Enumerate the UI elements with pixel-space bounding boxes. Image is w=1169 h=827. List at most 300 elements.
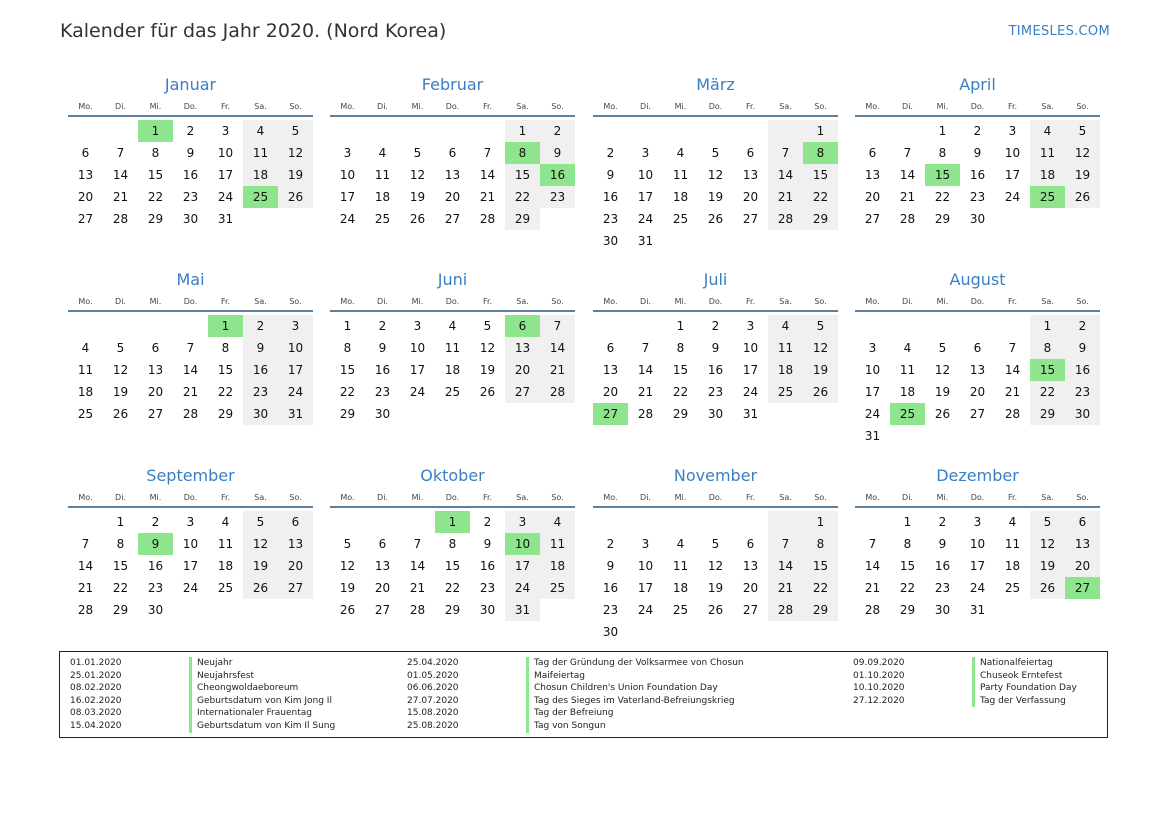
weekday-label: Mi. <box>936 102 949 111</box>
holiday-date: 08.02.2020 <box>70 683 122 694</box>
weekday-label: Mo. <box>603 493 618 502</box>
weekday-label: Mi. <box>149 493 162 502</box>
day-cell: 20 <box>864 190 881 204</box>
day-cell: 8 <box>1030 337 1065 359</box>
day-cell: 5 <box>938 341 947 355</box>
day-cell: 17 <box>505 555 540 577</box>
empty-cell <box>103 120 138 142</box>
empty-cell <box>855 511 890 533</box>
day-cell: 19 <box>278 164 313 186</box>
holiday-name: Geburtsdatum von Kim Jong Il <box>189 695 332 708</box>
weekday-label: Mo. <box>340 102 355 111</box>
day-cell: 19 <box>479 363 496 377</box>
day-cell: 30 <box>969 212 986 226</box>
day-cell: 6 <box>81 146 90 160</box>
day-cell: 28 <box>637 407 654 421</box>
day-cell: 30 <box>934 603 951 617</box>
month-divider <box>330 115 575 117</box>
day-cell: 23 <box>479 581 496 595</box>
day-cell: 11 <box>374 168 391 182</box>
day-cell: 17 <box>969 559 986 573</box>
day-cell: 11 <box>217 537 234 551</box>
day-cell: 14 <box>1004 363 1021 377</box>
legend-row <box>853 657 1077 670</box>
day-cell: 2 <box>1065 315 1100 337</box>
weekday-label: Do. <box>445 493 460 502</box>
weekday-label: Do. <box>445 297 460 306</box>
day-cell: 16 <box>374 363 391 377</box>
legend-column <box>70 657 335 733</box>
day-cell: 21 <box>1004 385 1021 399</box>
day-cell: 5 <box>1065 120 1100 142</box>
day-cell: 5 <box>116 341 125 355</box>
weekday-label: Mo. <box>340 493 355 502</box>
legend-row <box>70 720 335 733</box>
day-cell: 27 <box>278 577 313 599</box>
day-cell: 19 <box>707 581 724 595</box>
day-cell: 17 <box>339 190 356 204</box>
day-cell: 6 <box>1065 511 1100 533</box>
day-cell: 19 <box>243 555 278 577</box>
legend-column <box>853 657 1077 707</box>
month-name: August <box>949 270 1006 289</box>
empty-cell <box>890 120 925 142</box>
legend-row <box>407 720 744 733</box>
day-cell: 23 <box>934 581 951 595</box>
day-cell: 30 <box>602 234 619 248</box>
month-divider <box>330 310 575 312</box>
day-cell: 4 <box>676 537 685 551</box>
day-grid <box>330 120 575 230</box>
day-cell: 4 <box>448 319 457 333</box>
day-cell: 11 <box>243 142 278 164</box>
day-cell: 19 <box>112 385 129 399</box>
site-link[interactable]: TIMESLES.COM <box>1008 24 1110 39</box>
day-cell: 27 <box>593 403 628 425</box>
day-cell: 27 <box>77 212 94 226</box>
weekday-label: Fr. <box>220 297 231 306</box>
day-cell: 21 <box>637 385 654 399</box>
day-cell: 24 <box>969 581 986 595</box>
day-cell: 9 <box>606 559 615 573</box>
day-cell: 7 <box>116 146 125 160</box>
day-cell: 27 <box>1065 577 1100 599</box>
day-cell: 14 <box>768 555 803 577</box>
day-cell: 5 <box>483 319 492 333</box>
day-cell: 12 <box>707 559 724 573</box>
empty-cell <box>68 120 103 142</box>
weekday-header <box>68 100 313 114</box>
day-cell: 18 <box>1030 164 1065 186</box>
day-cell: 20 <box>278 555 313 577</box>
day-cell: 8 <box>151 146 160 160</box>
day-cell: 8 <box>803 142 838 164</box>
day-cell: 19 <box>707 190 724 204</box>
day-cell: 13 <box>742 168 759 182</box>
day-cell: 1 <box>903 515 912 529</box>
day-cell: 5 <box>711 146 720 160</box>
weekday-label: Sa. <box>516 297 529 306</box>
day-cell: 18 <box>768 359 803 381</box>
day-cell: 21 <box>182 385 199 399</box>
day-cell: 5 <box>1030 511 1065 533</box>
day-cell: 13 <box>969 363 986 377</box>
day-cell: 3 <box>746 319 755 333</box>
day-cell: 15 <box>1030 359 1065 381</box>
empty-cell <box>435 120 470 142</box>
day-cell: 25 <box>540 577 575 599</box>
weekday-label: Sa. <box>1041 102 1054 111</box>
day-cell: 10 <box>1004 146 1021 160</box>
holiday-name: Geburtsdatum von Kim Il Sung <box>189 720 335 733</box>
day-cell: 10 <box>742 341 759 355</box>
weekday-label: So. <box>814 297 827 306</box>
day-cell: 2 <box>378 319 387 333</box>
day-cell: 9 <box>540 142 575 164</box>
empty-cell <box>663 120 698 142</box>
day-cell: 8 <box>803 533 838 555</box>
day-cell: 7 <box>768 142 803 164</box>
day-cell: 7 <box>540 315 575 337</box>
day-cell: 4 <box>903 341 912 355</box>
day-cell: 28 <box>182 407 199 421</box>
day-cell: 14 <box>540 337 575 359</box>
holiday-date: 15.04.2020 <box>70 720 122 731</box>
day-cell: 8 <box>343 341 352 355</box>
weekday-label: Mo. <box>78 297 93 306</box>
day-cell: 23 <box>969 190 986 204</box>
day-cell: 14 <box>77 559 94 573</box>
weekday-label: Fr. <box>220 102 231 111</box>
weekday-label: Fr. <box>1007 493 1018 502</box>
day-cell: 22 <box>934 190 951 204</box>
day-cell: 13 <box>147 363 164 377</box>
day-cell: 20 <box>77 190 94 204</box>
day-cell: 27 <box>742 603 759 617</box>
weekday-label: Fr. <box>1007 297 1018 306</box>
day-cell: 29 <box>217 407 234 421</box>
day-cell: 4 <box>221 515 230 529</box>
day-cell: 21 <box>768 577 803 599</box>
day-cell: 16 <box>147 559 164 573</box>
empty-cell <box>698 120 733 142</box>
day-cell: 9 <box>483 537 492 551</box>
day-cell: 26 <box>278 186 313 208</box>
legend-row <box>407 695 744 708</box>
day-cell: 26 <box>339 603 356 617</box>
day-cell: 28 <box>540 381 575 403</box>
weekday-label: Fr. <box>745 102 756 111</box>
weekday-label: So. <box>814 493 827 502</box>
day-cell: 22 <box>803 186 838 208</box>
day-cell: 27 <box>444 212 461 226</box>
weekday-label: So. <box>551 297 564 306</box>
day-cell: 13 <box>444 168 461 182</box>
day-cell: 29 <box>147 212 164 226</box>
day-cell: 16 <box>602 581 619 595</box>
weekday-header <box>855 295 1100 309</box>
weekday-label: Do. <box>183 102 198 111</box>
day-cell: 4 <box>378 146 387 160</box>
day-cell: 29 <box>339 407 356 421</box>
empty-cell <box>628 120 663 142</box>
day-cell: 27 <box>147 407 164 421</box>
day-cell: 25 <box>77 407 94 421</box>
legend-row <box>407 682 744 695</box>
day-cell: 15 <box>112 559 129 573</box>
day-cell: 15 <box>925 164 960 186</box>
empty-cell <box>698 511 733 533</box>
empty-cell <box>663 511 698 533</box>
day-cell: 14 <box>479 168 496 182</box>
day-cell: 2 <box>606 146 615 160</box>
day-cell: 26 <box>707 212 724 226</box>
weekday-label: So. <box>1076 493 1089 502</box>
holiday-date: 27.12.2020 <box>853 695 905 706</box>
day-cell: 24 <box>742 385 759 399</box>
weekday-label: Mi. <box>674 297 687 306</box>
day-cell: 31 <box>278 403 313 425</box>
legend-row <box>70 707 335 720</box>
day-cell: 16 <box>540 164 575 186</box>
weekday-label: Di. <box>902 493 913 502</box>
day-cell: 11 <box>1030 142 1065 164</box>
day-cell: 23 <box>243 381 278 403</box>
weekday-label: Fr. <box>220 493 231 502</box>
day-cell: 1 <box>803 120 838 142</box>
day-cell: 2 <box>711 319 720 333</box>
day-cell: 31 <box>969 603 986 617</box>
weekday-label: Mo. <box>78 102 93 111</box>
day-cell: 29 <box>803 599 838 621</box>
day-cell: 8 <box>221 341 230 355</box>
weekday-label: So. <box>1076 102 1089 111</box>
holiday-date: 01.10.2020 <box>853 670 905 681</box>
day-cell: 10 <box>969 537 986 551</box>
weekday-label: Mi. <box>411 493 424 502</box>
holiday-name: Party Foundation Day <box>972 682 1077 695</box>
day-cell: 27 <box>969 407 986 421</box>
day-grid <box>68 511 313 621</box>
day-cell: 16 <box>479 559 496 573</box>
day-cell: 11 <box>444 341 461 355</box>
day-cell: 18 <box>899 385 916 399</box>
month-name: April <box>959 75 996 94</box>
day-cell: 16 <box>1065 359 1100 381</box>
day-cell: 8 <box>116 537 125 551</box>
legend-column <box>407 657 744 733</box>
day-cell: 23 <box>182 190 199 204</box>
day-cell: 2 <box>483 515 492 529</box>
day-cell: 23 <box>602 603 619 617</box>
month-divider <box>68 310 313 312</box>
month-mai <box>68 269 313 425</box>
day-cell: 30 <box>374 407 391 421</box>
day-cell: 4 <box>81 341 90 355</box>
day-cell: 28 <box>77 603 94 617</box>
weekday-label: Mo. <box>603 102 618 111</box>
weekday-label: So. <box>289 493 302 502</box>
day-cell: 29 <box>672 407 689 421</box>
weekday-label: So. <box>551 102 564 111</box>
day-cell: 31 <box>742 407 759 421</box>
weekday-label: Fr. <box>1007 102 1018 111</box>
day-cell: 14 <box>637 363 654 377</box>
day-cell: 8 <box>676 341 685 355</box>
day-cell: 19 <box>1065 164 1100 186</box>
month-name: Januar <box>164 75 217 94</box>
weekday-label: Mi. <box>936 297 949 306</box>
day-cell: 18 <box>217 559 234 573</box>
day-cell: 1 <box>803 511 838 533</box>
day-cell: 22 <box>803 577 838 599</box>
empty-cell <box>173 315 208 337</box>
day-cell: 10 <box>505 533 540 555</box>
weekday-label: Di. <box>902 297 913 306</box>
day-cell: 25 <box>217 581 234 595</box>
empty-cell <box>855 120 890 142</box>
weekday-header <box>330 491 575 505</box>
day-cell: 30 <box>147 603 164 617</box>
day-cell: 2 <box>151 515 160 529</box>
month-juli <box>593 269 838 425</box>
day-cell: 20 <box>602 385 619 399</box>
day-cell: 26 <box>479 385 496 399</box>
weekday-header <box>855 491 1100 505</box>
empty-cell <box>365 120 400 142</box>
page-title: Kalender für das Jahr 2020. (Nord Korea) <box>60 20 447 42</box>
day-cell: 8 <box>505 142 540 164</box>
weekday-header <box>68 295 313 309</box>
weekday-label: Fr. <box>482 102 493 111</box>
day-cell: 11 <box>77 363 94 377</box>
day-cell: 24 <box>637 603 654 617</box>
day-cell: 23 <box>707 385 724 399</box>
legend-row <box>70 695 335 708</box>
day-cell: 25 <box>672 212 689 226</box>
day-cell: 22 <box>147 190 164 204</box>
day-cell: 10 <box>637 168 654 182</box>
day-cell: 29 <box>505 208 540 230</box>
day-cell: 3 <box>505 511 540 533</box>
month-august <box>855 269 1100 447</box>
day-cell: 12 <box>479 341 496 355</box>
day-cell: 15 <box>803 555 838 577</box>
day-cell: 14 <box>409 559 426 573</box>
holiday-name: Chosun Children's Union Foundation Day <box>526 682 718 695</box>
empty-cell <box>593 120 628 142</box>
day-cell: 11 <box>899 363 916 377</box>
holiday-date: 01.01.2020 <box>70 658 122 668</box>
weekday-label: Fr. <box>745 493 756 502</box>
empty-cell <box>768 120 803 142</box>
day-cell: 26 <box>934 407 951 421</box>
month-divider <box>330 506 575 508</box>
day-cell: 21 <box>864 581 881 595</box>
day-cell: 29 <box>1030 403 1065 425</box>
day-cell: 24 <box>864 407 881 421</box>
day-cell: 23 <box>540 186 575 208</box>
day-cell: 24 <box>339 212 356 226</box>
day-cell: 23 <box>1065 381 1100 403</box>
day-cell: 30 <box>1065 403 1100 425</box>
day-cell: 3 <box>973 515 982 529</box>
day-cell: 7 <box>1008 341 1017 355</box>
weekday-label: Do. <box>183 493 198 502</box>
weekday-label: Sa. <box>1041 493 1054 502</box>
day-cell: 12 <box>934 363 951 377</box>
weekday-label: Mi. <box>936 493 949 502</box>
holiday-date: 09.09.2020 <box>853 658 905 668</box>
holiday-name: Tag des Sieges im Vaterland-Befreiungskrieg <box>526 695 735 708</box>
day-cell: 21 <box>112 190 129 204</box>
day-cell: 31 <box>637 234 654 248</box>
weekday-header <box>68 491 313 505</box>
day-cell: 11 <box>672 559 689 573</box>
holiday-name: Internationaler Frauentag <box>189 707 312 720</box>
weekday-label: Mi. <box>149 297 162 306</box>
month-dezember <box>855 465 1100 621</box>
day-cell: 30 <box>602 625 619 639</box>
day-cell: 7 <box>868 537 877 551</box>
empty-cell <box>733 511 768 533</box>
day-cell: 20 <box>742 581 759 595</box>
holiday-name: Tag der Verfassung <box>972 695 1066 708</box>
holiday-date: 10.10.2020 <box>853 683 905 694</box>
empty-cell <box>68 511 103 533</box>
weekday-label: So. <box>1076 297 1089 306</box>
day-cell: 26 <box>112 407 129 421</box>
day-cell: 1 <box>435 511 470 533</box>
day-cell: 12 <box>278 142 313 164</box>
day-cell: 7 <box>483 146 492 160</box>
day-cell: 20 <box>505 359 540 381</box>
day-cell: 23 <box>374 385 391 399</box>
weekday-label: Mi. <box>149 102 162 111</box>
weekday-label: Sa. <box>516 493 529 502</box>
day-cell: 10 <box>217 146 234 160</box>
day-cell: 18 <box>540 555 575 577</box>
day-cell: 10 <box>409 341 426 355</box>
legend-row <box>407 670 744 683</box>
day-cell: 19 <box>409 190 426 204</box>
weekday-label: Mi. <box>674 102 687 111</box>
day-cell: 15 <box>217 363 234 377</box>
day-cell: 23 <box>147 581 164 595</box>
day-cell: 2 <box>186 124 195 138</box>
weekday-label: Mo. <box>865 493 880 502</box>
holiday-name: Tag von Songun <box>526 720 606 733</box>
weekday-label: Sa. <box>779 297 792 306</box>
day-cell: 15 <box>672 363 689 377</box>
day-cell: 7 <box>641 341 650 355</box>
day-cell: 29 <box>803 208 838 230</box>
day-cell: 26 <box>803 381 838 403</box>
day-cell: 1 <box>343 319 352 333</box>
day-cell: 22 <box>899 581 916 595</box>
day-cell: 21 <box>540 359 575 381</box>
empty-cell <box>855 315 890 337</box>
empty-cell <box>400 511 435 533</box>
weekday-label: Sa. <box>254 297 267 306</box>
day-cell: 20 <box>742 190 759 204</box>
month-januar <box>68 74 313 230</box>
day-cell: 3 <box>186 515 195 529</box>
day-cell: 3 <box>221 124 230 138</box>
empty-cell <box>103 315 138 337</box>
holiday-name: Chuseok Erntefest <box>972 670 1062 683</box>
day-cell: 7 <box>768 533 803 555</box>
